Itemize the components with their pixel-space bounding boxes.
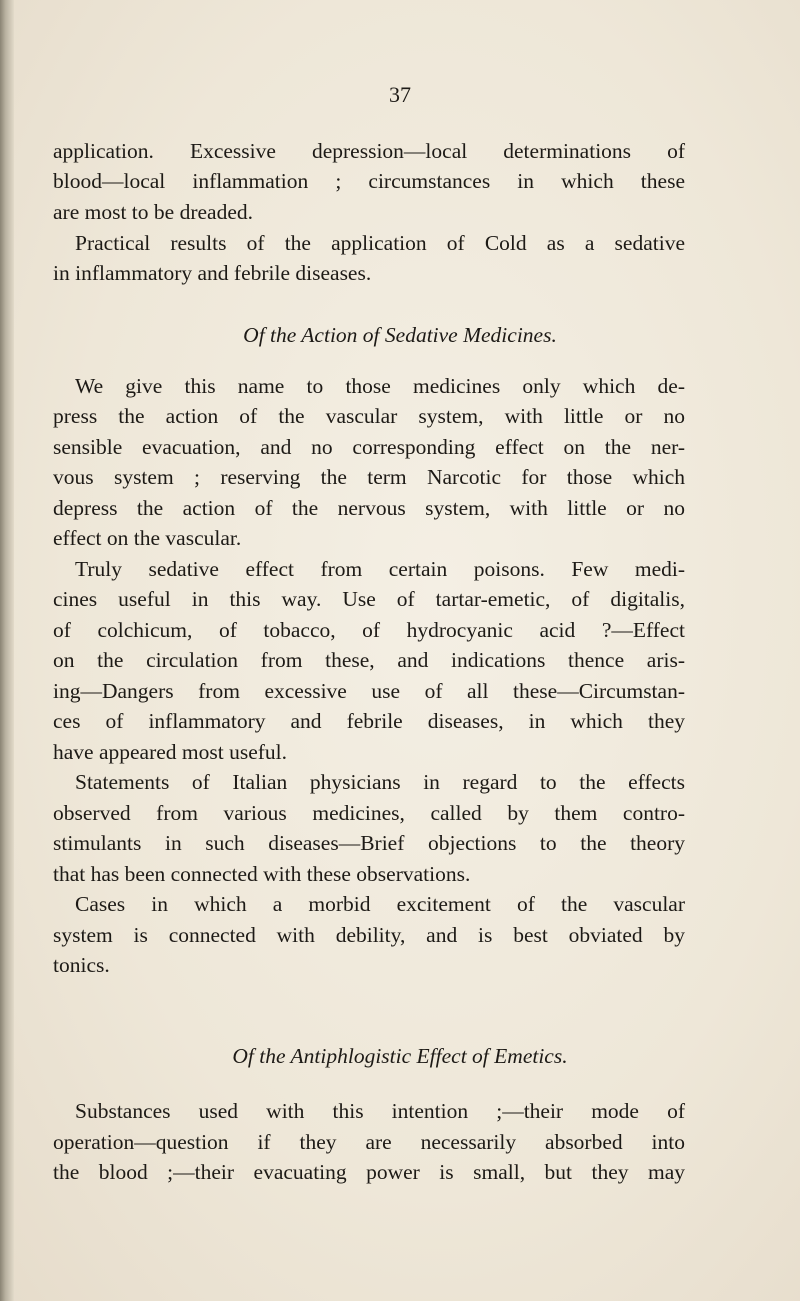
text-line: application. Excessive depression—local determinations of <box>53 139 685 163</box>
text-line: Statements of Italian physicians in regard to the effects <box>75 770 685 794</box>
text-line: are most to be dreaded. <box>53 200 253 224</box>
text-line: have appeared most useful. <box>53 740 288 764</box>
text-line: Substances used with this intention ;—their mode of <box>75 1099 685 1123</box>
text-line: blood—local inflammation ; circumstances in which these <box>53 169 685 193</box>
text-line: observed from various medicines, called by them contro- <box>53 801 685 825</box>
text-line: system is connected with debility, and is best obviated by <box>53 923 685 947</box>
text-line: cines useful in this way. Use of tartar-emetic, of digitalis, <box>53 587 685 611</box>
text-line: Cases in which a morbid excitement of the vascular <box>75 892 685 916</box>
text-line: of colchicum, of tobacco, of hydrocyanic acid ?—Effect <box>53 618 685 642</box>
text-line: in inflammatory and febrile diseases. <box>53 261 372 285</box>
text-line: ing—Dangers from excessive use of all these—Circumstan- <box>53 679 685 703</box>
text-line: depress the action of the nervous system, with little or no <box>53 496 685 520</box>
text-line: ces of inflammatory and febrile diseases, in which they <box>53 709 685 733</box>
text-line: operation—question if they are necessarily absorbed into <box>53 1130 685 1154</box>
section-heading: Of the Antiphlogistic Effect of Emetics. <box>232 1044 568 1068</box>
text-line: tonics. <box>53 953 110 977</box>
page-number: 37 <box>389 82 411 107</box>
text-line: stimulants in such diseases—Brief objections to the theory <box>53 831 685 855</box>
text-line: sensible evacuation, and no corresponding effect on the ner- <box>53 435 685 459</box>
text-line: the blood ;—their evacuating power is small, but they may <box>53 1160 685 1184</box>
section-heading: Of the Action of Sedative Medicines. <box>243 323 557 347</box>
text-line: effect on the vascular. <box>53 526 242 550</box>
text-line: that has been connected with these observations. <box>53 862 471 886</box>
text-line: vous system ; reserving the term Narcotic for those which <box>53 465 685 489</box>
text-line: Truly sedative effect from certain poisons. Few medi- <box>75 557 685 581</box>
text-line: We give this name to those medicines only which de- <box>75 374 685 398</box>
text-line: press the action of the vascular system, with little or no <box>53 404 685 428</box>
text-line: Practical results of the application of Cold as a sedative <box>75 231 685 255</box>
text-line: on the circulation from these, and indications thence aris- <box>53 648 685 672</box>
